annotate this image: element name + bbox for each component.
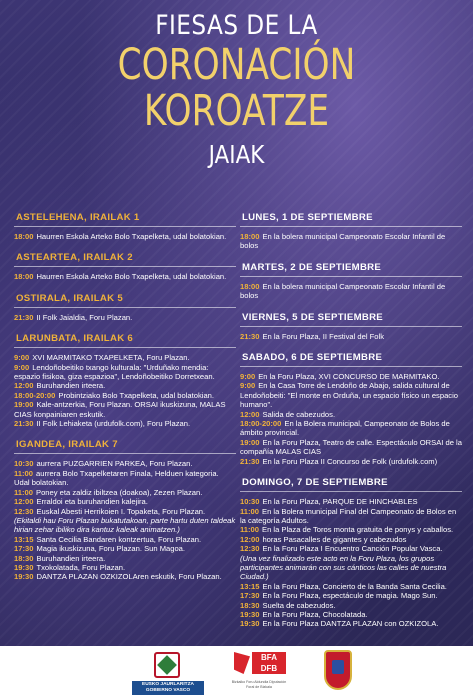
bfa-mark-icon <box>234 652 250 674</box>
event-entry <box>14 419 236 428</box>
event-time: 19:00 <box>240 437 260 447</box>
day-section <box>14 331 236 428</box>
event-time: 18:00 <box>240 281 260 291</box>
event-text: Euskal Abesti Herrikoien I. Topaketa, Foru Plazan. <box>36 506 206 516</box>
event-text: En la Bolera municipal, Campeonato de Bolos de ámbito provincial. <box>240 419 450 438</box>
event-entry <box>14 353 236 362</box>
event-entry <box>14 363 236 382</box>
event-entry <box>240 232 462 251</box>
event-time: 19:30 <box>14 572 34 582</box>
event-entry <box>240 410 462 419</box>
event-entry <box>240 535 462 544</box>
event-text: Buruhandien irteera. <box>36 553 106 563</box>
day-heading: LARUNBATA, IRAILAK 6 <box>14 331 236 348</box>
event-entry <box>240 610 462 619</box>
event-text: II Folk Jaialdia, Foru Plazan. <box>36 312 133 322</box>
event-entry <box>240 332 462 341</box>
event-text: En la Foru Plaza I Encuentro Canción Popular Vasca. <box>262 544 443 554</box>
day-section <box>14 437 236 581</box>
event-time: 17:30 <box>14 544 34 554</box>
title-line-4: JAIAK <box>208 140 265 169</box>
event-time: 11:00 <box>240 506 260 516</box>
event-time: 18:30 <box>240 600 260 610</box>
event-text: En la bolera municipal Campeonato Escolar Infantil de bolos <box>240 232 446 251</box>
event-entry <box>14 535 236 544</box>
event-entry <box>14 313 236 322</box>
event-time: 12:00 <box>240 534 260 544</box>
day-heading: VIERNES, 5 DE SEPTIEMBRE <box>240 310 462 327</box>
event-time: 10:30 <box>14 459 34 469</box>
event-time: 11:00 <box>14 487 34 497</box>
event-text: Erraldoi eta buruhandien kalejira. <box>36 497 148 507</box>
event-text: Lendoñobeitiko txango kulturala: "Urduñako mendia: espazio fisikoa, giza espazioa", Lendoñobeitiko Dorretxean. <box>14 362 215 382</box>
event-text: Buruhandien irteera. <box>36 381 106 391</box>
day-heading: MARTES, 2 DE SEPTIEMBRE <box>240 260 462 277</box>
event-note <box>240 554 462 582</box>
event-text: II Folk Lehiaketa (urdufolk.com), Foru Plazan. <box>36 419 191 429</box>
bfa-logo-subtext: Bizkaiko Foru Aldundia Diputación Foral de Bizkaia <box>231 680 287 689</box>
event-text: En la Foru Plaza, PARQUE DE HINCHABLES <box>262 497 418 507</box>
event-time: 19:00 <box>14 400 34 410</box>
event-time: 19:30 <box>240 609 260 619</box>
event-text: En la bolera municipal Campeonato Escolar Infantil de bolos <box>240 281 446 301</box>
event-text: En la Foru Plaza, Concierto de la Banda Santa Cecilia. <box>262 581 447 591</box>
day-section <box>240 475 462 629</box>
event-entry <box>240 525 462 534</box>
event-text: Suelta de cabezudos. <box>262 600 336 610</box>
event-text: Kale-antzerkia, Foru Plazan. ORSAI ikuskizuna, MALAS CIAS konpainiaren eskutik. <box>14 400 226 419</box>
title-line-3: KOROATZE <box>143 86 330 136</box>
day-section <box>240 260 462 301</box>
event-text: En la Foru Plaza, Teatro de calle. Espectáculo ORSAI de la compañía MALAS CIAS <box>240 437 462 457</box>
day-heading: LUNES, 1 DE SEPTIEMBRE <box>240 210 462 227</box>
event-entry <box>240 497 462 506</box>
event-entry <box>14 272 236 281</box>
basque-government-emblem-icon <box>154 652 180 678</box>
town-shield-logo <box>318 646 358 700</box>
event-entry <box>240 372 462 381</box>
event-entry <box>14 497 236 506</box>
day-section <box>14 210 236 241</box>
day-section <box>240 310 462 341</box>
day-heading: SABADO, 6 DE SEPTIEMBRE <box>240 350 462 367</box>
event-text: Magia ikuskizuna, Foru Plazan. Sun Magoa. <box>36 544 186 554</box>
event-time: 13:15 <box>240 581 260 591</box>
event-text: (Una vez finalizado este acto en la Foru Plaza, los grupos participantes animarán con sus cánticos las calles de nuestra Ciudad.) <box>240 553 447 582</box>
event-text: Haurren Eskola Arteko Bolo Txapelketa, udal bolatokian. <box>36 232 227 241</box>
event-text: En la Bolera municipal Final del Campeonato de Bolos en la categoría Adultos. <box>240 506 457 525</box>
event-entry <box>240 457 462 466</box>
event-entry <box>240 582 462 591</box>
event-time: 12:00 <box>240 409 260 419</box>
event-time: 21:30 <box>14 312 34 322</box>
day-section <box>14 291 236 322</box>
title-line-1: FIESAS DE LA <box>155 10 318 41</box>
event-text: En la Foru Plaza II Concurso de Folk (urdufolk.com) <box>262 456 438 466</box>
event-text: Probintziako Bolo Txapelketa, udal bolatokian. <box>58 390 215 400</box>
event-text: Salida de cabezudos. <box>262 409 336 419</box>
event-time: 19:30 <box>14 562 34 572</box>
event-time: 12:00 <box>14 497 34 507</box>
event-entry <box>14 459 236 468</box>
event-time: 18:00-20:00 <box>240 419 282 429</box>
event-entry <box>14 554 236 563</box>
day-section <box>240 210 462 251</box>
basque-schedule-column <box>14 210 236 591</box>
event-entry <box>240 507 462 526</box>
day-heading: ASTEARTEA, IRAILAK 2 <box>14 250 236 267</box>
day-section <box>240 350 462 466</box>
event-entry <box>240 381 462 409</box>
day-heading: ASTELEHENA, IRAILAK 1 <box>14 210 236 227</box>
bfa-dfb-logo <box>228 646 290 700</box>
bfa-logo-text: BFA DFB <box>252 652 286 674</box>
event-time: 21:30 <box>240 331 260 341</box>
event-text: En la Foru Plaza, II Festival del Folk <box>262 331 384 341</box>
event-entry <box>14 572 236 581</box>
event-text: Txokolatada, Foru Plazan. <box>36 562 126 572</box>
event-entry <box>240 591 462 600</box>
event-entry <box>240 438 462 457</box>
event-time: 18:00 <box>240 232 260 241</box>
event-text: Santa Cecilia Bandaren kontzertua, Foru Plazan. <box>36 534 202 544</box>
event-text: aurrera PUZGARRIEN PARKEA, Foru Plazan. <box>36 459 193 469</box>
event-time: 21:30 <box>240 456 260 466</box>
spanish-schedule-column <box>240 210 462 638</box>
event-time: 13:15 <box>14 534 34 544</box>
event-time: 12:30 <box>240 544 260 554</box>
sponsor-footer <box>0 646 473 700</box>
event-entry <box>14 381 236 390</box>
event-entry <box>14 563 236 572</box>
event-entry <box>240 419 462 438</box>
day-section <box>14 250 236 281</box>
event-text: aurrera Bolo Txapelketaren Finala, Helduen kategoria. Udal bolatokian. <box>14 468 219 488</box>
event-text: En la Foru Plaza, XVI CONCURSO DE MARMITAKO. <box>258 372 440 382</box>
event-time: 11:00 <box>240 525 260 535</box>
event-note <box>14 516 236 535</box>
event-entry <box>14 469 236 488</box>
event-text: En la Foru Plaza, Chocolatada. <box>262 609 368 619</box>
event-text: horas Pasacalles de gigantes y cabezudos <box>262 534 407 544</box>
event-time: 9:00 <box>240 372 256 382</box>
event-time: 11:00 <box>14 468 34 478</box>
event-time: 18:30 <box>14 553 34 563</box>
day-heading: DOMINGO, 7 DE SEPTIEMBRE <box>240 475 462 492</box>
title-line-2: CORONACIÓN <box>117 40 356 90</box>
event-time: 9:00 <box>240 381 256 391</box>
event-time: 12:30 <box>14 506 34 516</box>
event-time: 12:00 <box>14 381 34 391</box>
coat-of-arms-icon <box>324 650 352 690</box>
event-entry <box>14 391 236 400</box>
day-heading: IGANDEA, IRAILAK 7 <box>14 437 236 454</box>
event-time: 21:30 <box>14 419 34 429</box>
day-heading: OSTIRALA, IRAILAK 5 <box>14 291 236 308</box>
event-entry <box>14 400 236 419</box>
event-text: En la Plaza de Toros monta gratuita de ponys y caballos. <box>262 525 454 535</box>
event-entry <box>240 544 462 553</box>
event-text: Poney eta zaldiz ibiltzea (doakoa), Zezen Plazan. <box>36 487 203 497</box>
event-entry <box>14 488 236 497</box>
event-text: En la Foru Plaza, espectáculo de magia. Mago Sun. <box>262 591 438 601</box>
event-time: 9:00 <box>14 353 30 363</box>
event-entry <box>14 232 236 241</box>
event-text: Haurren Eskola Arteko Bolo Txapelketa, udal bolatokian. <box>36 272 227 282</box>
eusko-jaurlaritza-logo <box>132 646 204 700</box>
event-time: 18:00-20:00 <box>14 390 56 400</box>
event-text: En la Foru Plaza DANTZA PLAZAN con OZKIZOLA. <box>262 619 439 629</box>
event-time: 18:00 <box>14 272 34 282</box>
event-entry <box>240 601 462 610</box>
event-entry <box>240 619 462 628</box>
event-text: (Ekitaldi hau Foru Plazan bukatutakoan, parte hartu duten taldeak hirian zehar ibiliko dira kantuz kaleak animatzen.) <box>14 515 236 535</box>
event-time: 10:30 <box>240 497 260 507</box>
event-text: En la Casa Torre de Lendoño de Abajo, salida cultural de Lendoñobeiti: "El monte en Orduña, un espacio físico un espacio humano". <box>240 381 458 410</box>
event-entry <box>14 544 236 553</box>
event-time: 17:30 <box>240 591 260 601</box>
event-entry <box>240 282 462 301</box>
poster-title <box>0 10 473 172</box>
event-entry <box>14 507 236 516</box>
eusko-logo-text: EUSKO JAURLARITZA GOBIERNO VASCO <box>132 681 204 695</box>
event-time: 9:00 <box>14 362 30 372</box>
event-text: DANTZA PLAZAN OZKIZOLAren eskutik, Foru Plazan. <box>36 572 222 582</box>
event-time: 18:00 <box>14 232 34 241</box>
event-time: 19:30 <box>240 619 260 629</box>
event-text: XVI MARMITAKO TXAPELKETA, Foru Plazan. <box>32 353 190 363</box>
